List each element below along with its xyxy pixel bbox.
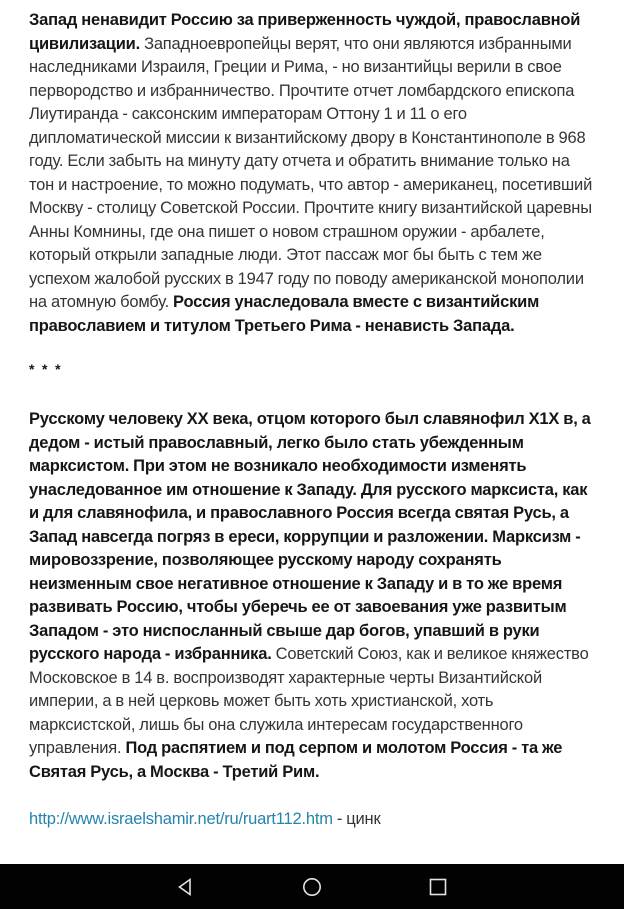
back-button[interactable]	[166, 867, 206, 907]
home-icon	[301, 876, 323, 898]
android-navigation-bar	[0, 864, 624, 909]
body-text: Западноевропейцы верят, что они являются избранными наследниками Израиля, Греции и Рима, - но византийцы верили в свое первородство и избранничество. Прочтите отчет ломбардского епископа Лиутиранда - саксонским императорам Оттону 1 и 11 о его дипломатической миссии к византийскому двору в Константинополе в 968 году. Если забыть на минуту дату отчета и обратить внимание только на тон и настроение, то можно подумать, что автор - американец, посетивший Москву - столицу Советской России. Прочтите книгу византийской царевны Анны Комнины, где она пишет о новом страшном оружии - арбалете, который открыли западные люди. Этот пассаж мог бы быть с тем же успехом жалобой русских в 1947 году по поводу американской монополии на атомную бомбу.	[29, 34, 593, 311]
bold-text: Запад ненавидит Россию за приверженность чуждой, православной цивилизации.	[29, 11, 581, 53]
bold-text: Русскому человеку XX века, отцом которого был славянофил Х1Х в, а дедом - истый православный, легко было стать убежденным марксистом. При этом не возникало необходимости изменять унаследованное им отношение к Западу. Для русского марксиста, как и для славянофила, и православного Россия всегда святая Русь, а Запад навсегда погряз в ереси, коррупции и разложении. Марксизм - мировоззрение, позволяющее русскому народу сохранять неизменным свое негативное отношение к Западу и в то же время развивать Россию, чтобы уберечь ее от завоевания уже развитым Западом - это ниспосланный свыше дар богов, упавший в руки русского народа - избранника.	[29, 410, 591, 663]
paragraph	[29, 808, 596, 832]
section-separator: * * *	[29, 361, 63, 377]
recents-icon	[427, 876, 449, 898]
bold-text: Россия унаследовала вместе с византийским православием и титулом Третьего Рима - ненависть Запада.	[29, 293, 540, 335]
recents-button[interactable]	[418, 867, 458, 907]
paragraph	[29, 408, 596, 784]
bold-text: Под распятием и под серпом и молотом Россия - та же Святая Русь, а Москва - Третий Рим.	[29, 739, 563, 781]
paragraph	[29, 9, 596, 338]
body-text: - цинк	[332, 810, 381, 828]
article-link[interactable]: http://www.israelshamir.net/ru/ruart112.htm	[29, 810, 333, 828]
home-button[interactable]	[292, 867, 332, 907]
back-icon	[175, 876, 197, 898]
body-text: Советский Союз, как и великое княжество Московское в 14 в. воспроизводят характерные черты Византийской империи, а в ней церковь может быть хоть христианской, хоть марксистской, лишь бы она служила интересам государственного управления.	[29, 645, 589, 757]
